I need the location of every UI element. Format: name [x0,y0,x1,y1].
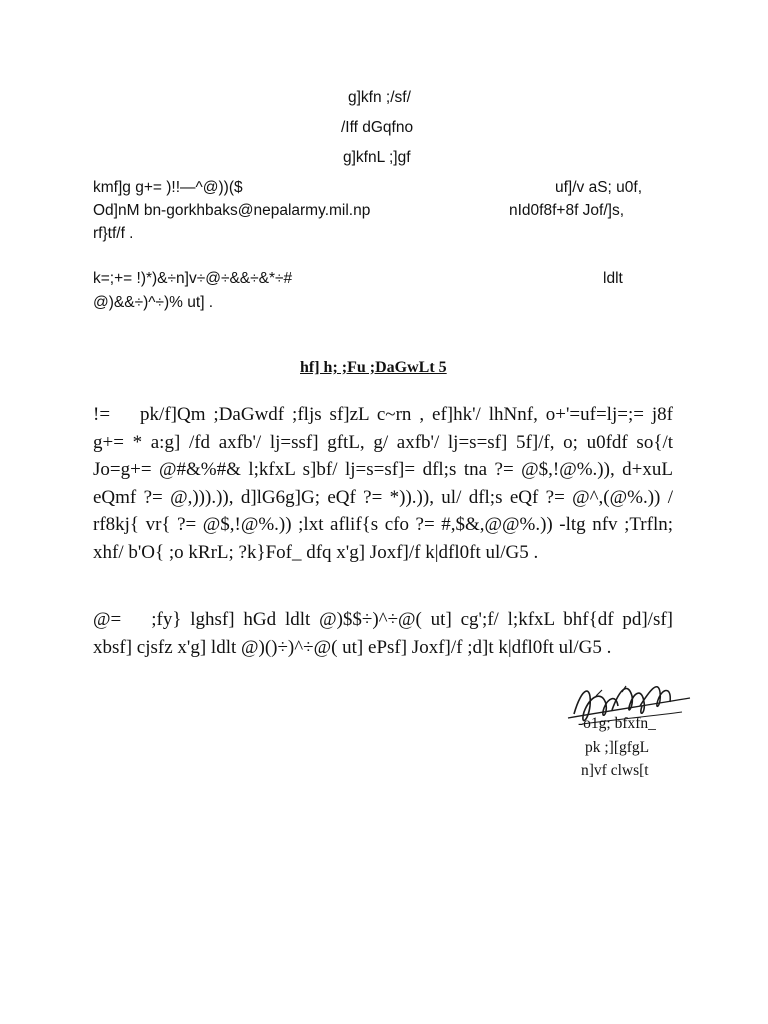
paragraph-1-text: pk/f]Qm ;DaGwdf ;fljs sf]zL c~rn , ef]hk'/ lhNnf, o+'=uf=lj=;= j8f g+= * a:g] /fd axfb'/ lj=ssf] gftL, g/ axfb'/ lj=s=sf] 5f]/f, o; u0fdf so{/t Jo=g+= @#&%#& l;kfxL s]bf/ lj=s=sf]= dfl;s tna ?= @$,!@%.)), d+xuL eQmf ?= @,))).)), d]lG6g]G; eQf ?= *)).)), ul/ dfl;s eQf ?= @^,(@%.)) / rf8kj{ vr{ ?= @$,!@%.)) ;lxt aflif{s cfo ?= #,$&,@@%.)) -ltg nfv ;Trfln; xhf/ b'O{ ;o kRrL; ?k}Fof_ dfq x'g] Joxf]/f k|dfl0ft ul/G5 . [93,404,673,563]
unit-name: uf]/v aS; u0f, [555,179,643,196]
signatory-rank: pk ;][gfgL [585,739,650,756]
paragraph-2-text: ;fy} lghsf] hGd ldlt @)$$÷)^÷@( ut] cg';f/ l;kfxL bhf{df pd]/sf] xbsf] cjsfz x'g] ldlt @)()÷)^÷@( ut] ePsf] Joxf]/f ;d]t k|dfl0ft ul/G5 . [93,609,673,658]
letterhead-line-3: g]kfnL ;]gf [343,149,411,166]
subject-line: hf] h; ;Fu ;DaGwLt 5 [300,359,447,376]
signatory-title: n]vf clws[t [581,762,649,779]
paragraph-1-number: != [93,404,111,425]
email-line: Od]nM bn-gorkhbaks@nepalarmy.mil.np [93,202,371,219]
signatory-name: -o1g; bfxfn_ [578,715,656,732]
location-line: rf}tf/f . [93,225,134,242]
body-paragraph-1 [93,401,673,566]
phone-number: kmf]g g+= )!!—^@))($ [93,179,243,196]
body-paragraph-2 [93,606,673,661]
letterhead-line-1: g]kfn ;/sf/ [348,89,411,106]
unit-location: nId0f8f+8f Jof/]s, [509,202,625,219]
date-label: ldlt [603,270,623,287]
letter-number: k=;+= !)*)&÷n]v÷@÷&&÷&*÷# [93,270,293,287]
letterhead-line-2: /Iff dGqfno [341,119,414,136]
letter-date: @)&&÷)^÷)% ut] . [93,294,214,311]
paragraph-2-number: @= [93,609,122,630]
